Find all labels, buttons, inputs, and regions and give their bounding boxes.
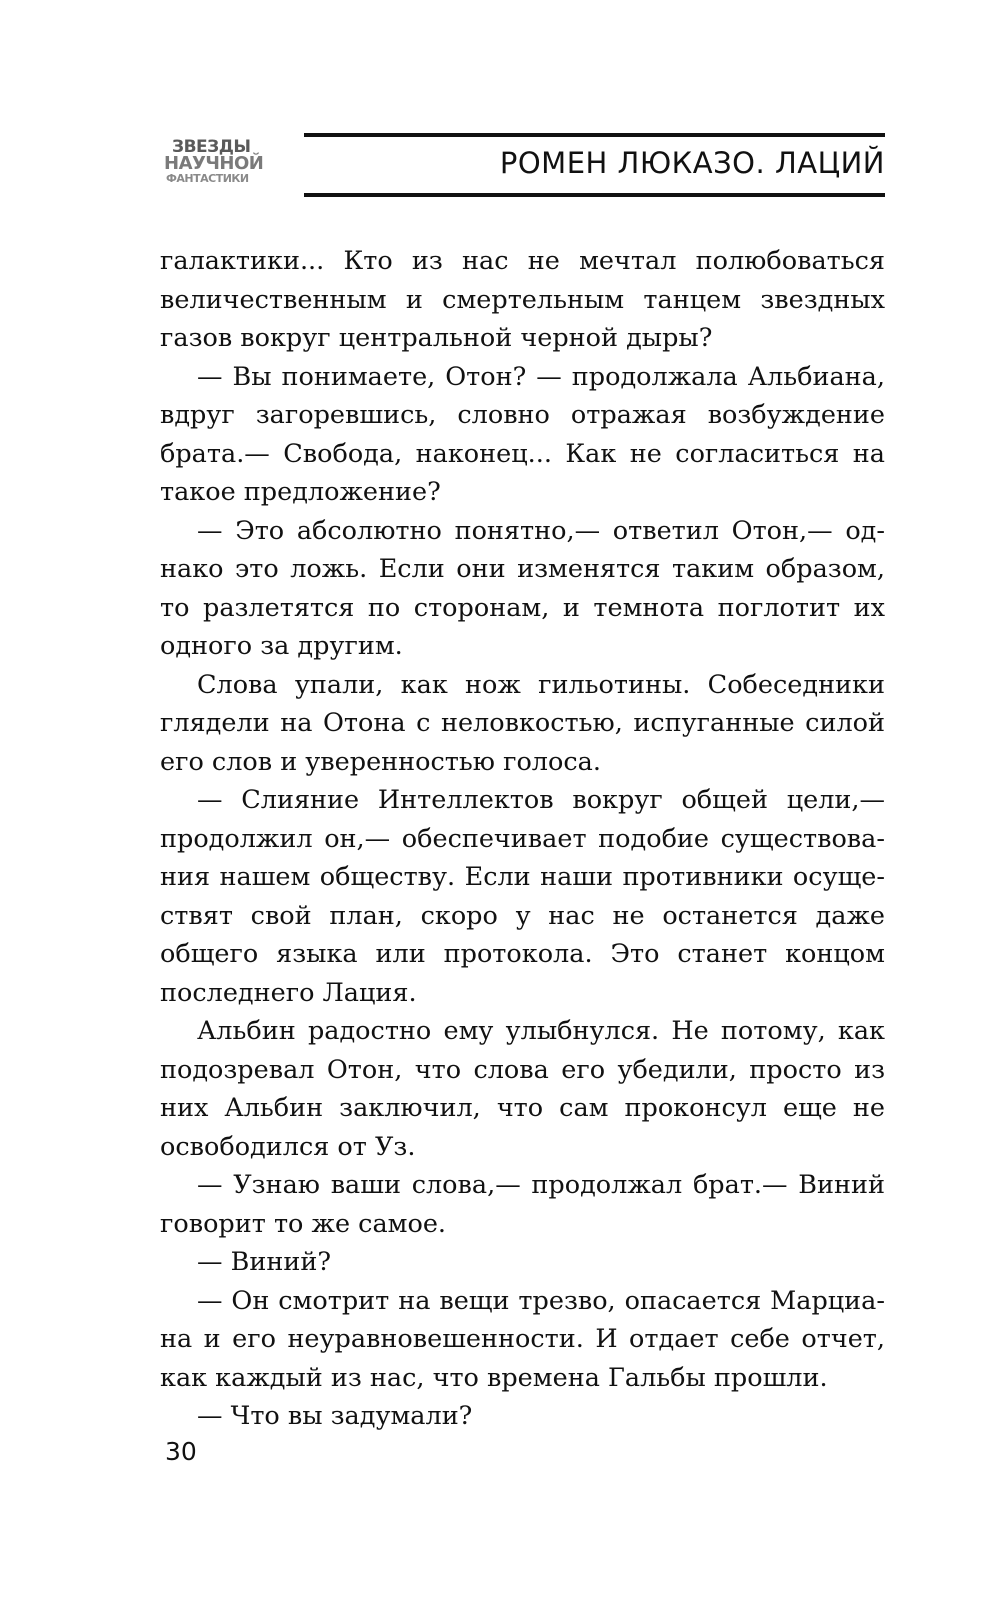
running-head: РОМЕН ЛЮКАЗО. ЛАЦИЙ	[499, 146, 885, 180]
header-rule-top	[304, 133, 885, 137]
paragraph: — Узнаю ваши слова,— продолжал брат.— Виний говорит то же самое.	[160, 1170, 885, 1239]
header-rule-bottom	[304, 193, 885, 197]
series-logo-line-2: НАУЧНОЙ	[164, 153, 264, 174]
paragraph: — Что вы задумали?	[197, 1401, 473, 1431]
paragraph: — Вы понимаете, Отон? — продолжала Альбиана, вдруг загоревшись, словно отражая возбуждение брата.— Свобода, наконец... Как не согласиться на такое предложение?	[160, 361, 885, 507]
series-logo-line-1: ЗВЕЗДЫ	[172, 139, 251, 157]
paragraph: — Слияние Интеллектов вокруг общей цели,— продолжил он,— обеспечивает подобие существования нашем обществу. Если наши противники осуществят свой план, скоро у нас не останется даже общего языка или протокола. Это станет концом последнего Лация.	[160, 785, 885, 1008]
series-logo	[164, 139, 272, 187]
body-text	[160, 242, 885, 1436]
paragraph: Слова упали, как нож гильотины. Собеседники глядели на Отона с неловкостью, испуганные силой его слов и уверенностью голоса.	[160, 669, 885, 777]
paragraph: галактики... Кто из нас не мечтал полюбоваться величественным и смертельным танцем звездных газов вокруг центральной черной дыры?	[160, 246, 885, 353]
page-number: 30	[165, 1437, 197, 1466]
paragraph: — Он смотрит на вещи трезво, опасается Марциана и его неуравновешенности. И отдает себе отчет, как каждый из нас, что времена Гальбы прошли.	[160, 1285, 885, 1393]
paragraph: — Это абсолютно понятно,— ответил Отон,— однако это ложь. Если они изменятся таким образом, то разлетятся по сторонам, и темнота поглотит их одного за другим.	[160, 515, 885, 661]
paragraph: — Виний?	[197, 1247, 331, 1277]
paragraph: Альбин радостно ему улыбнулся. Не потому, как подозревал Отон, что слова его убедили, просто из них Альбин заключил, что сам проконсул еще не освободился от Уз.	[160, 1016, 885, 1162]
series-logo-line-3: ФАНТАСТИКИ	[166, 172, 249, 185]
